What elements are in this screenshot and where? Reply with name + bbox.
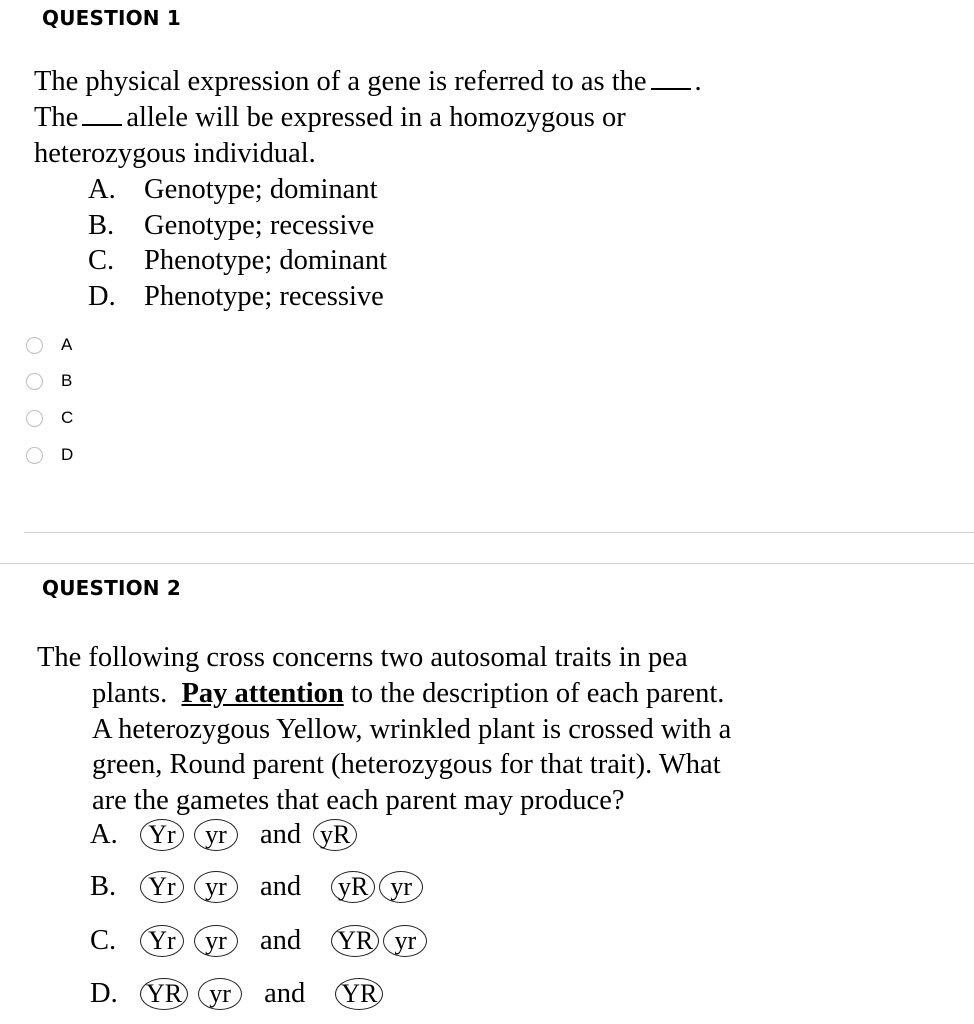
radio-b-label[interactable]: B <box>61 371 73 390</box>
option-text: Genotype; dominant <box>144 174 378 205</box>
blank-1 <box>651 87 691 90</box>
q2-option-a <box>90 814 357 856</box>
and-word: and <box>260 819 302 850</box>
choice-c[interactable] <box>26 406 73 430</box>
gamete-circle: yR <box>331 871 375 903</box>
radio-d-label[interactable]: D <box>61 445 74 464</box>
and-word: and <box>260 925 302 956</box>
q1-line3: heterozygous individual. <box>34 138 316 169</box>
radio-a[interactable] <box>26 337 43 354</box>
option-text: Genotype; recessive <box>144 209 375 241</box>
question-2-title: QUESTION 2 <box>42 576 182 600</box>
q1-line2b: allele will be expressed in a homozygous or <box>126 102 626 133</box>
gamete-circle: Yr <box>140 925 184 957</box>
and-word: and <box>264 978 306 1009</box>
choice-a[interactable] <box>26 333 72 357</box>
option-letter: C. <box>88 245 115 276</box>
divider <box>0 563 974 564</box>
q1-line1b: . <box>694 66 702 97</box>
question-1-option-list <box>88 172 387 314</box>
q2-line2b: to the description of each parent. <box>350 678 725 709</box>
gamete-circle: yR <box>313 819 357 851</box>
gamete-circle: YR <box>140 978 188 1010</box>
option-letter: A. <box>90 819 118 850</box>
option-letter: D. <box>90 978 118 1009</box>
option-letter: C. <box>90 925 117 956</box>
q2-line2a: plants. <box>92 678 168 709</box>
radio-c-label[interactable]: C <box>61 408 74 427</box>
radio-c[interactable] <box>26 410 43 427</box>
gamete-circle: YR <box>331 925 379 957</box>
q2-option-d <box>90 973 383 1015</box>
gamete-circle: Yr <box>140 871 184 903</box>
option-letter: D. <box>88 280 116 312</box>
question-1-title: QUESTION 1 <box>42 6 182 30</box>
gamete-circle: yr <box>194 819 238 851</box>
and-word: and <box>260 871 302 902</box>
pay-attention-emphasis: Pay attention <box>181 678 344 709</box>
gamete-circle: yr <box>194 925 238 957</box>
radio-b[interactable] <box>26 373 43 390</box>
gamete-circle: yr <box>198 978 242 1010</box>
q1-option-d <box>88 279 387 315</box>
option-letter: B. <box>90 871 117 902</box>
q1-option-b <box>88 208 387 244</box>
question-1-text <box>34 64 702 172</box>
q1-line2a: The <box>34 102 79 133</box>
divider <box>24 532 974 533</box>
gamete-circle: yr <box>383 925 427 957</box>
option-text: Phenotype; recessive <box>144 280 384 312</box>
q2-line4: green, Round parent (heterozygous for that trait). What <box>92 749 721 780</box>
choice-b[interactable] <box>26 369 72 393</box>
gamete-circle: yr <box>194 871 238 903</box>
blank-2 <box>82 123 122 126</box>
q1-option-c <box>88 243 387 279</box>
option-letter: B. <box>88 209 115 241</box>
q2-line5: are the gametes that each parent may produce? <box>92 784 625 816</box>
gamete-circle: Yr <box>140 819 184 851</box>
q2-option-c <box>90 920 427 962</box>
option-text: Phenotype; dominant <box>144 245 388 276</box>
q1-line1a: The physical expression of a gene is referred to as the <box>34 66 647 97</box>
gamete-circle: yr <box>379 871 423 903</box>
option-letter: A. <box>88 174 116 205</box>
q2-option-b <box>90 866 423 908</box>
question-2-text <box>92 676 852 818</box>
q1-option-a <box>88 172 387 208</box>
gamete-circle: YR <box>335 978 383 1010</box>
q2-lead: The following cross concerns two autosomal traits in pea <box>37 642 688 673</box>
choice-d[interactable] <box>26 443 73 467</box>
radio-d[interactable] <box>26 447 43 464</box>
q2-line3: A heterozygous Yellow, wrinkled plant is crossed with a <box>92 713 732 745</box>
radio-a-label[interactable]: A <box>61 335 73 354</box>
